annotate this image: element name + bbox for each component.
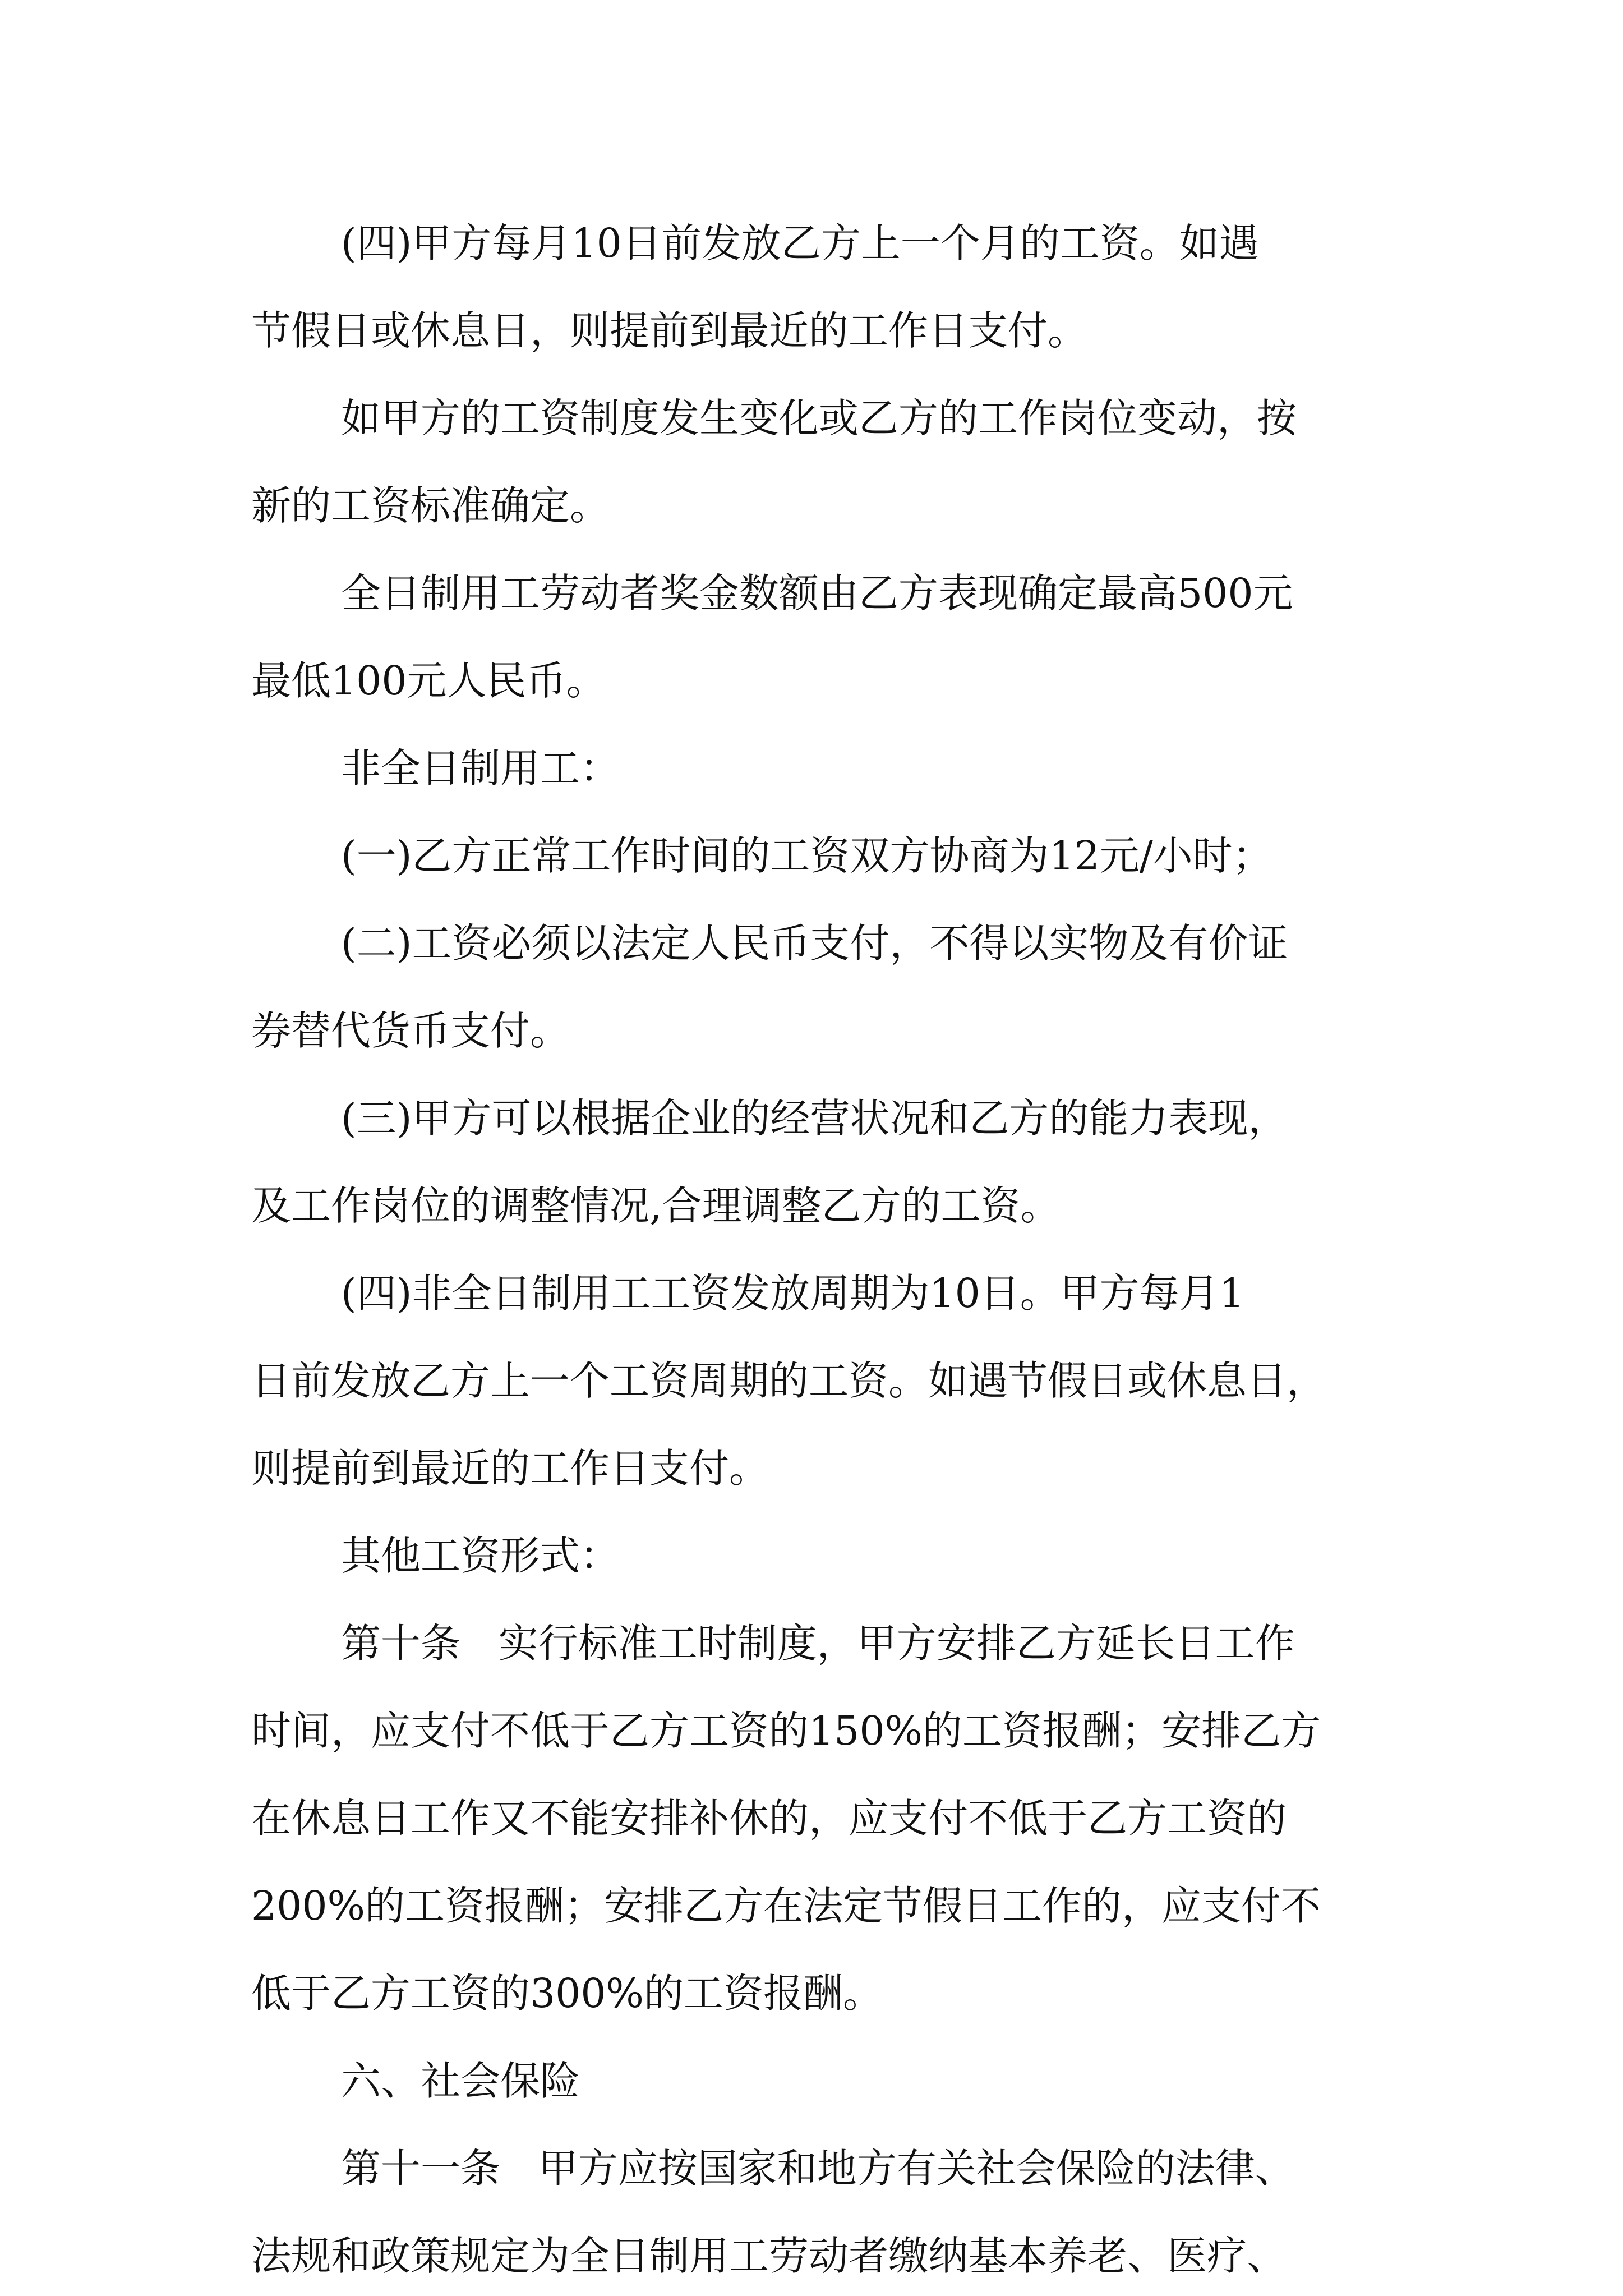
text-line: 第十一条 甲方应按国家和地方有关社会保险的法律、 bbox=[341, 2145, 1295, 2192]
section-heading: 六、社会保险 bbox=[341, 2058, 580, 2104]
text-line: 非全日制用工： bbox=[341, 745, 620, 792]
text-line: (四)甲方每月10日前发放乙方上一个月的工资。如遇 bbox=[341, 220, 1259, 266]
text-line: 节假日或休息日，则提前到最近的工作日支付。 bbox=[251, 307, 1088, 354]
text-line: 全日制用工劳动者奖金数额由乙方表现确定最高500元 bbox=[341, 570, 1293, 616]
text-line: 最低100元人民币。 bbox=[251, 657, 606, 704]
text-line: 如甲方的工资制度发生变化或乙方的工作岗位变动，按 bbox=[341, 395, 1297, 441]
text-line: 则提前到最近的工作日支付。 bbox=[251, 1445, 769, 1492]
text-line: 及工作岗位的调整情况,合理调整乙方的工资。 bbox=[251, 1182, 1061, 1229]
text-line: 其他工资形式： bbox=[341, 1533, 620, 1579]
text-line: 法规和政策规定为全日制用工劳动者缴纳基本养老、医疗、 bbox=[251, 2233, 1287, 2279]
text-line: (三)甲方可以根据企业的经营状况和乙方的能力表现， bbox=[341, 1095, 1288, 1142]
text-line: 新的工资标准确定。 bbox=[251, 482, 610, 529]
text-line: (一)乙方正常工作时间的工资双方协商为12元/小时； bbox=[341, 832, 1272, 879]
text-line: 200%的工资报酬；安排乙方在法定节假日工作的，应支付不 bbox=[251, 1883, 1321, 1929]
text-line: (四)非全日制用工工资发放周期为10日。甲方每月1 bbox=[341, 1270, 1244, 1317]
text-line: 在休息日工作又不能安排补休的，应支付不低于乙方工资的 bbox=[251, 1795, 1287, 1842]
text-line: 第十条 实行标准工时制度，甲方安排乙方延长日工作 bbox=[341, 1620, 1295, 1667]
text-line: 时间，应支付不低于乙方工资的150%的工资报酬；安排乙方 bbox=[251, 1708, 1321, 1754]
text-line: 低于乙方工资的300%的工资报酬。 bbox=[251, 1970, 883, 2017]
text-line: 日前发放乙方上一个工资周期的工资。如遇节假日或休息日， bbox=[251, 1358, 1327, 1404]
text-line: (二)工资必须以法定人民币支付，不得以实物及有价证 bbox=[341, 920, 1288, 967]
text-line: 券替代货币支付。 bbox=[251, 1007, 570, 1054]
